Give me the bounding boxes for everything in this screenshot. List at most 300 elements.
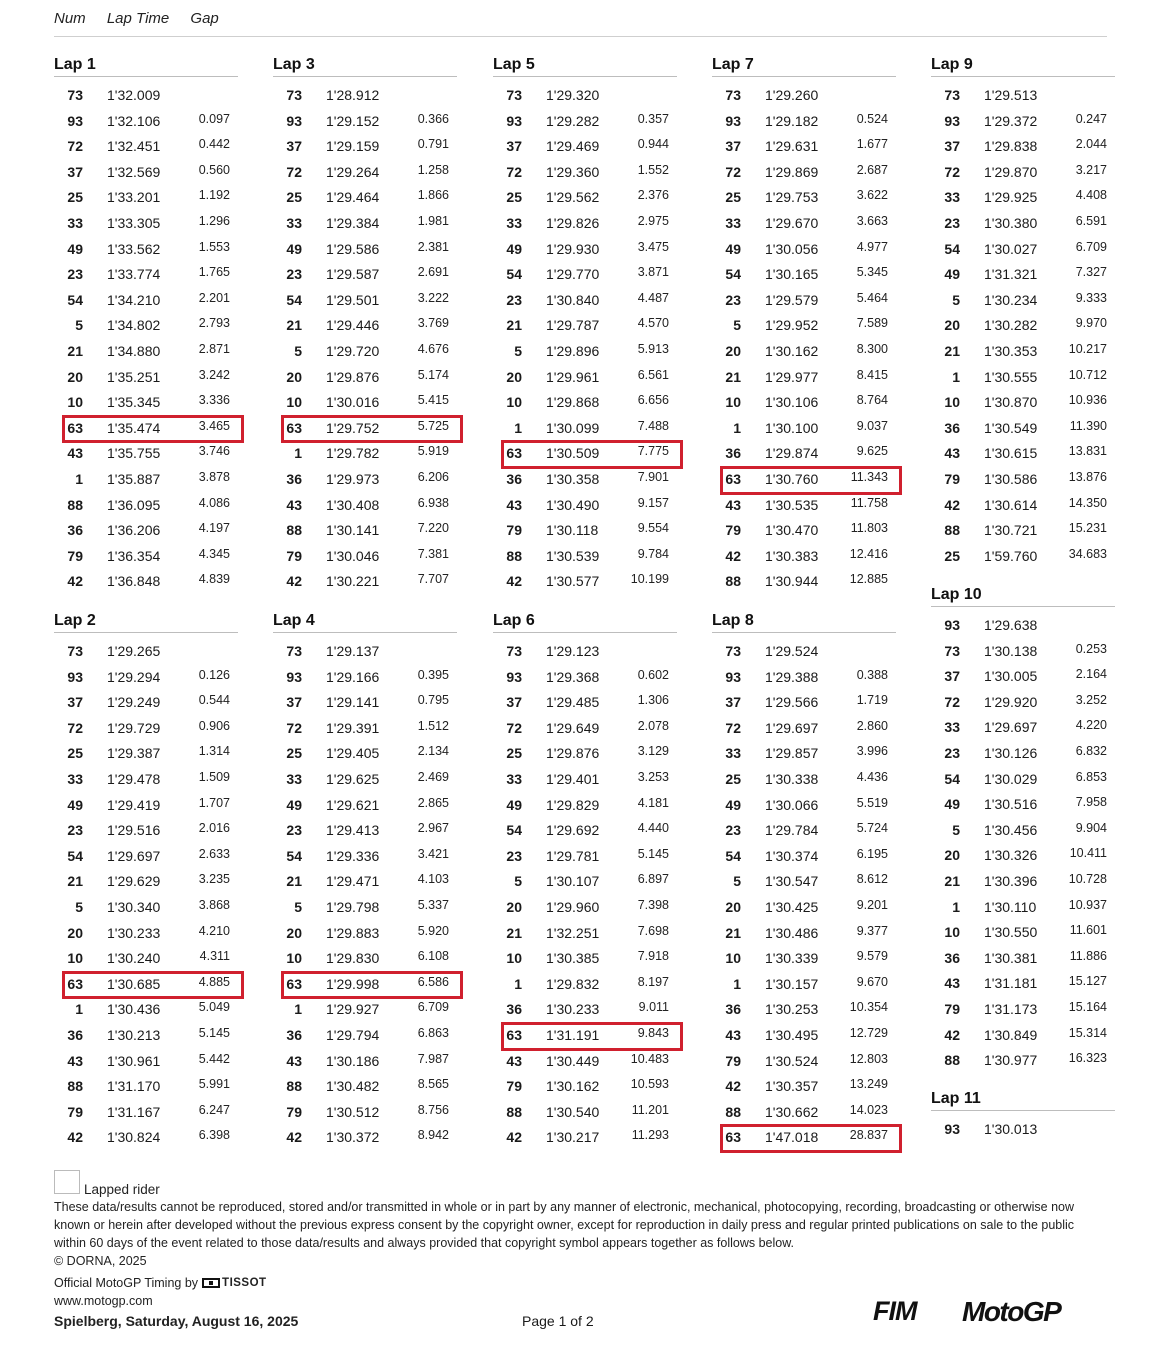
rider-number: 73 bbox=[286, 87, 302, 103]
rider-number: 72 bbox=[944, 163, 960, 180]
table-row bbox=[273, 185, 457, 211]
rider-number: 36 bbox=[944, 949, 960, 966]
rider-number: 43 bbox=[725, 496, 741, 513]
rider-number: 37 bbox=[944, 138, 960, 155]
lap-time: 1'30.408 bbox=[326, 496, 380, 513]
lap-title: Lap 9 bbox=[931, 52, 1115, 77]
timing-credit bbox=[54, 1274, 1114, 1292]
lap-time: 1'30.100 bbox=[765, 419, 819, 436]
lap-time: 1'30.425 bbox=[765, 898, 819, 915]
lap-title: Lap 1 bbox=[54, 52, 238, 77]
lap-time: 1'29.478 bbox=[107, 770, 161, 787]
lap-time: 1'29.182 bbox=[765, 112, 819, 129]
lap-title: Lap 6 bbox=[493, 608, 677, 633]
table-row bbox=[54, 518, 238, 544]
website-link[interactable]: www.motogp.com bbox=[54, 1294, 153, 1308]
table-row bbox=[931, 237, 1115, 263]
table-row bbox=[54, 339, 238, 365]
table-row bbox=[493, 639, 677, 665]
gap-value: 12.803 bbox=[849, 1051, 888, 1066]
lap-time: 1'29.829 bbox=[546, 796, 600, 813]
gap-value: 1.314 bbox=[198, 744, 230, 759]
rider-number: 25 bbox=[725, 189, 741, 206]
gap-value: 6.247 bbox=[198, 1102, 230, 1117]
gap-value: 5.415 bbox=[417, 393, 449, 408]
table-row bbox=[273, 313, 457, 339]
lap-time: 1'47.018 bbox=[765, 1129, 819, 1146]
rider-number: 63 bbox=[286, 975, 302, 992]
gap-value: 6.195 bbox=[856, 846, 888, 861]
table-row bbox=[712, 262, 896, 288]
gap-value: 4.311 bbox=[199, 949, 230, 964]
table-row bbox=[712, 690, 896, 716]
lap-time: 1'30.353 bbox=[984, 342, 1038, 359]
lap-time: 1'30.029 bbox=[984, 770, 1038, 787]
rider-number: 93 bbox=[67, 112, 83, 129]
table-row bbox=[54, 288, 238, 314]
gap-value: 11.601 bbox=[1069, 923, 1107, 938]
lap-time: 1'34.802 bbox=[107, 317, 161, 334]
table-row bbox=[931, 134, 1115, 160]
lap-time: 1'30.550 bbox=[984, 924, 1038, 941]
lap-time: 1'31.170 bbox=[107, 1078, 161, 1095]
rider-number: 43 bbox=[506, 496, 522, 513]
rider-number: 88 bbox=[506, 547, 522, 564]
rider-number: 20 bbox=[67, 368, 83, 385]
rider-number: 42 bbox=[286, 573, 302, 590]
gap-value: 15.127 bbox=[1068, 974, 1107, 989]
table-row bbox=[493, 160, 677, 186]
lap-time: 1'29.961 bbox=[546, 368, 600, 385]
lap-time: 1'29.294 bbox=[107, 668, 161, 685]
gap-value: 2.975 bbox=[637, 213, 669, 228]
header-lap-time: Lap Time bbox=[106, 10, 170, 27]
gap-value: 6.853 bbox=[1075, 769, 1107, 784]
lap-block bbox=[493, 608, 677, 1151]
gap-value: 3.663 bbox=[856, 213, 888, 228]
gap-value: 9.554 bbox=[637, 521, 669, 536]
rider-number: 36 bbox=[725, 445, 741, 462]
rider-number: 79 bbox=[506, 522, 522, 539]
lap-time: 1'30.099 bbox=[546, 419, 600, 436]
table-row bbox=[931, 997, 1115, 1023]
gap-value: 3.769 bbox=[417, 316, 449, 331]
table-row bbox=[493, 467, 677, 493]
rider-number: 49 bbox=[944, 266, 960, 283]
rider-number: 79 bbox=[286, 547, 302, 564]
gap-value: 9.011 bbox=[638, 1000, 669, 1015]
table-row bbox=[931, 690, 1115, 716]
rider-number: 49 bbox=[286, 240, 302, 257]
gap-value: 2.201 bbox=[198, 290, 230, 305]
table-row bbox=[712, 741, 896, 767]
gap-value: 9.670 bbox=[856, 974, 888, 989]
lap-time: 1'29.320 bbox=[546, 87, 600, 103]
gap-value: 6.398 bbox=[198, 1128, 230, 1143]
gap-value: 3.253 bbox=[637, 769, 669, 784]
gap-value: 5.464 bbox=[856, 290, 888, 305]
rider-number: 25 bbox=[286, 745, 302, 762]
gap-value: 7.707 bbox=[417, 572, 449, 587]
header-divider bbox=[54, 36, 1107, 37]
gap-value: 15.314 bbox=[1068, 1025, 1107, 1040]
lap-time: 1'30.106 bbox=[765, 394, 819, 411]
table-row bbox=[931, 1048, 1115, 1074]
table-row bbox=[54, 569, 238, 595]
rider-number: 49 bbox=[725, 796, 741, 813]
gap-value: 0.253 bbox=[1075, 641, 1107, 656]
lap-time: 1'29.419 bbox=[107, 796, 161, 813]
lap-block bbox=[493, 52, 677, 595]
lap-time: 1'36.206 bbox=[107, 522, 161, 539]
lap-rows bbox=[54, 639, 238, 1151]
gap-value: 3.878 bbox=[198, 469, 230, 484]
rider-number: 63 bbox=[725, 470, 741, 487]
gap-value: 2.016 bbox=[198, 821, 230, 836]
lap-time: 1'30.760 bbox=[765, 470, 819, 487]
gap-value: 11.390 bbox=[1069, 418, 1107, 433]
lap-time: 1'31.173 bbox=[984, 1000, 1038, 1017]
lap-time: 1'30.381 bbox=[984, 949, 1038, 966]
rider-number: 42 bbox=[944, 496, 960, 513]
lap-title: Lap 2 bbox=[54, 608, 238, 633]
lap-time: 1'30.141 bbox=[326, 522, 380, 539]
lap-time: 1'29.464 bbox=[326, 189, 380, 206]
table-row bbox=[273, 390, 457, 416]
rider-number: 10 bbox=[725, 394, 741, 411]
lap-time: 1'35.474 bbox=[107, 419, 161, 436]
rider-number: 5 bbox=[952, 291, 960, 308]
lap-time: 1'30.482 bbox=[326, 1078, 380, 1095]
rider-number: 33 bbox=[286, 214, 302, 231]
lap-time: 1'29.720 bbox=[326, 342, 380, 359]
lap-time: 1'29.159 bbox=[326, 138, 380, 155]
rider-number: 36 bbox=[67, 1026, 83, 1043]
rider-number: 79 bbox=[67, 1103, 83, 1120]
rider-number: 5 bbox=[733, 317, 741, 334]
lap-time: 1'29.524 bbox=[765, 643, 819, 659]
table-row bbox=[54, 211, 238, 237]
table-row bbox=[931, 843, 1115, 869]
rider-number: 20 bbox=[725, 898, 741, 915]
rider-number: 20 bbox=[725, 342, 741, 359]
table-row bbox=[54, 109, 238, 135]
gap-value: 0.126 bbox=[198, 667, 230, 682]
rider-number: 1 bbox=[952, 368, 960, 385]
rider-number: 5 bbox=[294, 898, 302, 915]
lap-time: 1'29.401 bbox=[546, 770, 600, 787]
highlighted-table-row bbox=[273, 416, 457, 442]
gap-value: 7.698 bbox=[637, 923, 669, 938]
lap-time: 1'30.056 bbox=[765, 240, 819, 257]
lap-time: 1'30.165 bbox=[765, 266, 819, 283]
table-row bbox=[493, 262, 677, 288]
table-row bbox=[712, 869, 896, 895]
table-row bbox=[931, 544, 1115, 570]
gap-value: 13.876 bbox=[1068, 469, 1107, 484]
lap-time: 1'30.547 bbox=[765, 873, 819, 890]
rider-number: 88 bbox=[67, 496, 83, 513]
gap-value: 9.843 bbox=[637, 1025, 669, 1040]
table-row bbox=[273, 869, 457, 895]
gap-value: 12.885 bbox=[849, 572, 888, 587]
gap-value: 0.524 bbox=[856, 111, 888, 126]
rider-number: 49 bbox=[506, 796, 522, 813]
rider-number: 1 bbox=[294, 445, 302, 462]
lap-rows bbox=[712, 639, 896, 1151]
lap-rows bbox=[273, 639, 457, 1151]
table-row bbox=[273, 493, 457, 519]
lap-time: 1'29.973 bbox=[326, 470, 380, 487]
rider-number: 36 bbox=[506, 470, 522, 487]
rider-number: 42 bbox=[725, 1078, 741, 1095]
table-row bbox=[493, 997, 677, 1023]
gap-value: 5.345 bbox=[856, 265, 888, 280]
rider-number: 20 bbox=[944, 847, 960, 864]
lap-time: 1'29.141 bbox=[326, 694, 380, 711]
rider-number: 25 bbox=[67, 189, 83, 206]
lap-time: 1'29.649 bbox=[546, 719, 600, 736]
gap-value: 10.712 bbox=[1068, 367, 1107, 382]
rider-number: 1 bbox=[514, 419, 522, 436]
lap-time: 1'34.210 bbox=[107, 291, 161, 308]
table-row bbox=[54, 946, 238, 972]
table-row bbox=[931, 313, 1115, 339]
gap-value: 10.411 bbox=[1069, 846, 1107, 861]
rider-number: 54 bbox=[506, 822, 522, 839]
rider-number: 72 bbox=[944, 693, 960, 710]
rider-number: 21 bbox=[286, 317, 302, 334]
gap-value: 2.687 bbox=[856, 162, 888, 177]
gap-value: 3.871 bbox=[637, 265, 669, 280]
lap-time: 1'33.774 bbox=[107, 266, 161, 283]
rider-number: 23 bbox=[286, 266, 302, 283]
rider-number: 42 bbox=[67, 1129, 83, 1146]
lap-time: 1'30.685 bbox=[107, 975, 161, 992]
gap-value: 9.333 bbox=[1075, 290, 1107, 305]
rider-number: 21 bbox=[67, 873, 83, 890]
lap-time: 1'29.260 bbox=[765, 87, 819, 103]
lap-time: 1'32.569 bbox=[107, 163, 161, 180]
table-row bbox=[493, 185, 677, 211]
lap-time: 1'33.562 bbox=[107, 240, 161, 257]
gap-value: 3.217 bbox=[1075, 162, 1107, 177]
lap-time: 1'29.471 bbox=[326, 873, 380, 890]
table-row bbox=[493, 544, 677, 570]
lap-time: 1'29.336 bbox=[326, 847, 380, 864]
lap-time: 1'29.869 bbox=[765, 163, 819, 180]
gap-value: 6.591 bbox=[1075, 213, 1107, 228]
rider-number: 33 bbox=[67, 770, 83, 787]
lap-time: 1'30.396 bbox=[984, 872, 1038, 889]
table-row bbox=[493, 665, 677, 691]
gap-value: 6.709 bbox=[1075, 239, 1107, 254]
lap-title: Lap 8 bbox=[712, 608, 896, 633]
rider-number: 23 bbox=[286, 822, 302, 839]
rider-number: 43 bbox=[67, 445, 83, 462]
rider-number: 79 bbox=[67, 547, 83, 564]
rider-number: 72 bbox=[286, 163, 302, 180]
gap-value: 3.465 bbox=[198, 418, 230, 433]
table-row bbox=[54, 639, 238, 665]
rider-number: 10 bbox=[67, 950, 83, 967]
table-row bbox=[712, 1100, 896, 1126]
table-row bbox=[493, 493, 677, 519]
rider-number: 23 bbox=[944, 214, 960, 231]
gap-value: 7.589 bbox=[856, 316, 888, 331]
rider-number: 54 bbox=[286, 847, 302, 864]
rider-number: 5 bbox=[75, 317, 83, 334]
table-row bbox=[54, 818, 238, 844]
rider-number: 36 bbox=[67, 522, 83, 539]
table-row bbox=[493, 518, 677, 544]
gap-value: 9.625 bbox=[856, 444, 888, 459]
gap-value: 0.388 bbox=[856, 667, 888, 682]
table-row bbox=[712, 518, 896, 544]
rider-number: 37 bbox=[67, 694, 83, 711]
lap-time: 1'30.066 bbox=[765, 796, 819, 813]
table-row bbox=[931, 1117, 1115, 1143]
lap-time: 1'30.340 bbox=[107, 898, 161, 915]
rider-number: 21 bbox=[725, 368, 741, 385]
lap-time: 1'30.005 bbox=[984, 668, 1038, 685]
gap-value: 1.192 bbox=[198, 188, 230, 203]
gap-value: 13.831 bbox=[1068, 444, 1107, 459]
table-row bbox=[931, 1023, 1115, 1049]
lap-block bbox=[273, 52, 457, 595]
rider-number: 25 bbox=[944, 547, 960, 564]
rider-number: 20 bbox=[506, 898, 522, 915]
table-row bbox=[54, 160, 238, 186]
rider-number: 43 bbox=[67, 1052, 83, 1069]
gap-value: 1.765 bbox=[198, 265, 230, 280]
table-row bbox=[273, 211, 457, 237]
tissot-logo bbox=[202, 1274, 267, 1292]
gap-value: 4.436 bbox=[856, 769, 888, 784]
lap-time: 1'29.832 bbox=[546, 975, 600, 992]
rider-number: 72 bbox=[506, 163, 522, 180]
table-row bbox=[54, 1125, 238, 1151]
gap-value: 3.235 bbox=[198, 872, 230, 887]
lap-time: 1'29.697 bbox=[107, 847, 161, 864]
table-row bbox=[493, 1100, 677, 1126]
rider-number: 73 bbox=[286, 643, 302, 659]
lap-time: 1'29.501 bbox=[326, 291, 380, 308]
lap-time: 1'29.798 bbox=[326, 898, 380, 915]
gap-value: 4.570 bbox=[637, 316, 669, 331]
lap-time: 1'29.876 bbox=[326, 368, 380, 385]
lap-title: Lap 7 bbox=[712, 52, 896, 77]
lap-time: 1'29.566 bbox=[765, 694, 819, 711]
lap-time: 1'29.830 bbox=[326, 950, 380, 967]
lap-time: 1'29.629 bbox=[107, 873, 161, 890]
table-row bbox=[493, 690, 677, 716]
lap-time: 1'30.577 bbox=[546, 573, 600, 590]
table-row bbox=[273, 160, 457, 186]
lap-time: 1'30.840 bbox=[546, 291, 600, 308]
lap-block bbox=[712, 52, 896, 595]
rider-number: 25 bbox=[506, 745, 522, 762]
gap-value: 8.565 bbox=[417, 1077, 449, 1092]
rider-number: 10 bbox=[506, 950, 522, 967]
rider-number: 10 bbox=[506, 394, 522, 411]
table-row bbox=[931, 715, 1115, 741]
lap-time: 1'32.009 bbox=[107, 87, 161, 103]
gap-value: 10.217 bbox=[1068, 341, 1107, 356]
table-row bbox=[712, 416, 896, 442]
lap-rows bbox=[273, 83, 457, 595]
gap-value: 5.919 bbox=[417, 444, 449, 459]
rider-number: 5 bbox=[294, 342, 302, 359]
gap-value: 0.544 bbox=[198, 693, 230, 708]
rider-number: 36 bbox=[506, 1001, 522, 1018]
table-row bbox=[273, 262, 457, 288]
rider-number: 93 bbox=[725, 112, 741, 129]
rider-number: 88 bbox=[944, 1052, 960, 1069]
lap-time: 1'29.469 bbox=[546, 138, 600, 155]
gap-value: 1.552 bbox=[637, 162, 669, 177]
gap-value: 6.938 bbox=[417, 495, 449, 510]
table-row bbox=[712, 793, 896, 819]
lap-time: 1'30.977 bbox=[984, 1052, 1038, 1069]
lap-time: 1'30.509 bbox=[546, 445, 600, 462]
rider-number: 25 bbox=[506, 189, 522, 206]
rider-number: 49 bbox=[506, 240, 522, 257]
table-row bbox=[493, 134, 677, 160]
rider-number: 49 bbox=[944, 796, 960, 813]
table-row bbox=[493, 844, 677, 870]
lap-time: 1'30.824 bbox=[107, 1129, 161, 1146]
gap-value: 6.586 bbox=[417, 974, 449, 989]
lap-time: 1'30.615 bbox=[984, 445, 1038, 462]
table-row bbox=[712, 493, 896, 519]
rider-number: 37 bbox=[67, 163, 83, 180]
lap-time: 1'30.221 bbox=[326, 573, 380, 590]
rider-number: 54 bbox=[725, 266, 741, 283]
table-row bbox=[931, 441, 1115, 467]
gap-value: 4.440 bbox=[637, 821, 669, 836]
lap-time: 1'29.631 bbox=[765, 138, 819, 155]
gap-value: 4.220 bbox=[1075, 718, 1107, 733]
rider-number: 93 bbox=[725, 668, 741, 685]
rider-number: 72 bbox=[67, 719, 83, 736]
lap-time: 1'29.621 bbox=[326, 796, 380, 813]
table-row bbox=[54, 544, 238, 570]
table-row bbox=[273, 518, 457, 544]
lap-time: 1'29.692 bbox=[546, 822, 600, 839]
rider-number: 10 bbox=[944, 924, 960, 941]
lap-time: 1'29.752 bbox=[326, 419, 380, 436]
rider-number: 88 bbox=[725, 1103, 741, 1120]
rider-number: 63 bbox=[67, 419, 83, 436]
table-row bbox=[712, 390, 896, 416]
rider-number: 72 bbox=[725, 163, 741, 180]
gap-value: 2.691 bbox=[417, 265, 449, 280]
table-row bbox=[931, 160, 1115, 186]
gap-value: 2.860 bbox=[856, 718, 888, 733]
lap-time: 1'30.870 bbox=[984, 394, 1038, 411]
rider-number: 21 bbox=[506, 924, 522, 941]
gap-value: 9.784 bbox=[637, 546, 669, 561]
lap-time: 1'30.495 bbox=[765, 1026, 819, 1043]
table-row bbox=[931, 946, 1115, 972]
rider-number: 37 bbox=[506, 138, 522, 155]
table-row bbox=[493, 1074, 677, 1100]
table-row bbox=[54, 1100, 238, 1126]
lap-time: 1'29.770 bbox=[546, 266, 600, 283]
lap-time: 1'30.512 bbox=[326, 1103, 380, 1120]
rider-number: 36 bbox=[286, 1026, 302, 1043]
